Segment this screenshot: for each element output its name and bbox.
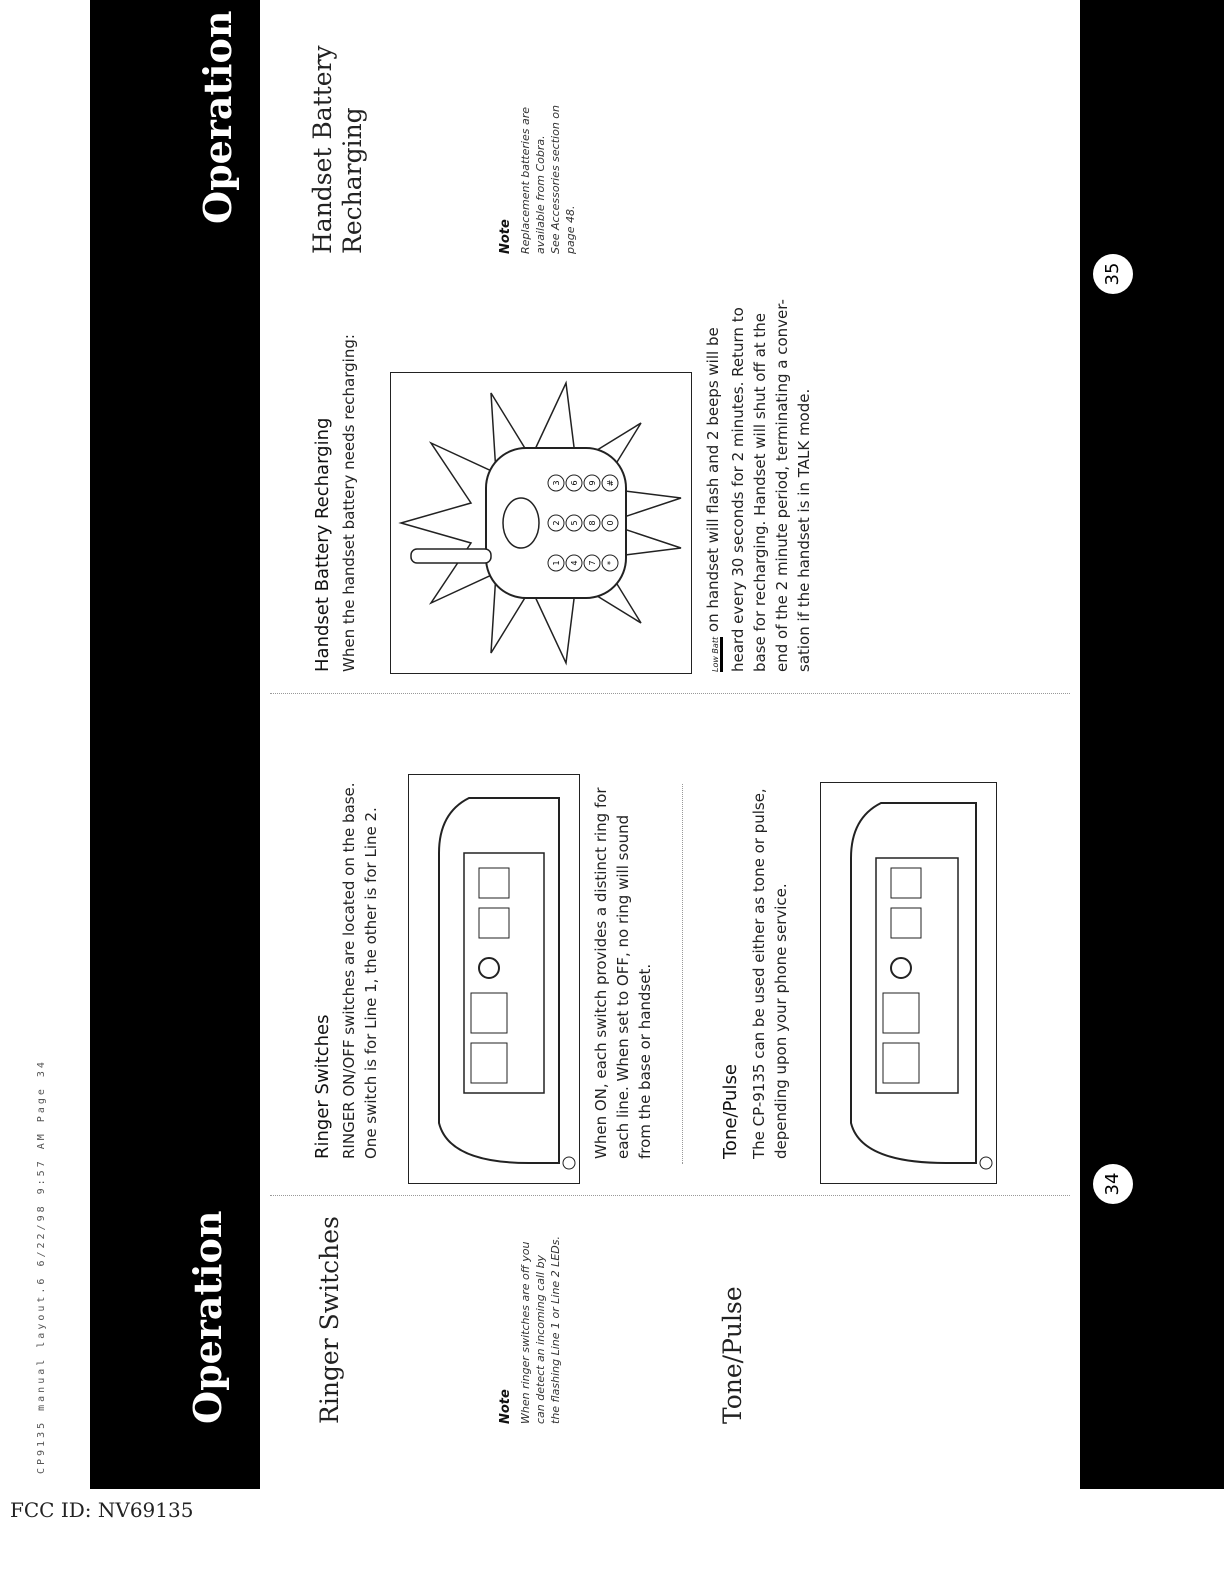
tonepulse-heading: Tone/Pulse [720, 1064, 741, 1159]
key-label: 4 [570, 560, 579, 566]
key-label: * [606, 561, 615, 565]
key-label: 7 [588, 560, 597, 566]
page-number-35: 35 [1093, 254, 1133, 294]
right-note-heading: Note [498, 219, 513, 254]
left-section-title: Operation [185, 1210, 230, 1424]
ringer-body: RINGER ON/OFF switches are located on the base. One switch is for Line 1, the other is for Line 2. [340, 782, 380, 1159]
ringer-body-2: When ON, each switch provides a distinct ring for each line. When set to OFF, no ring will sound from the base or handset. [592, 787, 654, 1159]
page-number-34: 34 [1093, 1164, 1133, 1204]
battery-heading: Handset Battery Recharging [312, 417, 333, 672]
battery-side-heading: Handset Battery Recharging [308, 45, 367, 254]
key-label: 8 [588, 520, 597, 526]
key-label: 9 [588, 480, 597, 486]
key-label: 3 [552, 480, 561, 486]
key-label: 0 [606, 520, 615, 526]
tonepulse-body: The CP-9135 can be used either as tone or pulse, depending upon your phone service. [750, 788, 790, 1159]
section-divider [682, 784, 683, 1164]
key-label: 6 [570, 480, 579, 486]
left-note-text: When ringer switches are off you can detect an incoming call by the flashing Line 1 or Line 2 LEDs. [519, 1236, 562, 1424]
base-unit-figure-2 [820, 782, 997, 1184]
ringer-heading: Ringer Switches [312, 1014, 333, 1159]
key-label: 1 [552, 560, 561, 566]
tonepulse-side-heading: Tone/Pulse [718, 1286, 747, 1424]
low-batt-indicator: Low Batt [711, 637, 723, 672]
print-meta: CP9135 manual layout.6 6/22/98 9:57 AM Page 34 [36, 1059, 47, 1474]
column-divider [270, 1195, 1070, 1196]
base-unit-figure [408, 774, 580, 1184]
battery-intro: When the handset battery needs recharging: [340, 334, 358, 672]
battery-body: Low Batt on handset will flash and 2 beeps will be heard every 30 seconds for 2 minutes. Return to base for recharging. Handset will shut off at the end of the 2 minute period, terminating a conver- sation if the handset is in TALK mode. [704, 299, 813, 672]
handset-figure [390, 372, 692, 674]
key-label: # [606, 479, 615, 487]
right-section-title: Operation [195, 10, 240, 224]
key-label: 5 [570, 520, 579, 526]
left-note-heading: Note [498, 1389, 513, 1424]
right-note-text: Replacement batteries are available from Cobra. See Accessories section on page 48. [519, 105, 577, 254]
key-label: 2 [552, 520, 561, 526]
page-number-bar [1080, 0, 1224, 1489]
fcc-id: FCC ID: NV69135 [10, 1498, 194, 1522]
page-divider [270, 693, 1070, 694]
ringer-side-heading: Ringer Switches [315, 1216, 344, 1424]
